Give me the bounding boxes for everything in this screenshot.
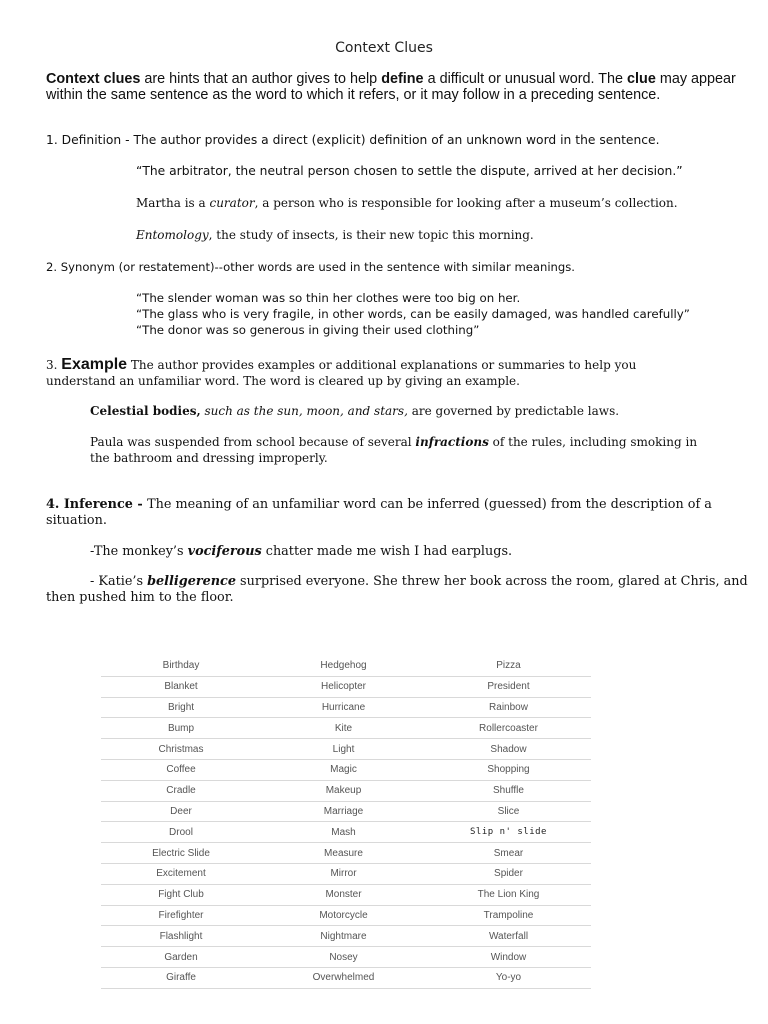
example-number: 3. (46, 358, 62, 372)
definition-heading: 1. Definition - The author provides a direct (explicit) definition of an unknown word in the sentence. (46, 133, 660, 147)
table-cell: Drool (101, 822, 261, 843)
example-word: Example (61, 356, 128, 373)
table-cell: Shadow (426, 739, 591, 760)
table-row (101, 656, 591, 676)
table-cell: Garden (101, 947, 261, 968)
intro-define: define (381, 71, 424, 87)
definition-example-2 (136, 196, 678, 210)
table-cell: Flashlight (101, 926, 261, 947)
inf-ex1-word: vociferous (187, 544, 262, 559)
def-ex2-word: curator (209, 196, 255, 210)
inf-ex2-pre: - Katie’s (90, 574, 148, 589)
table-cell: Bump (101, 718, 261, 739)
table-cell: Slip n' slide (426, 822, 591, 843)
inference-label: 4. Inference - (46, 497, 148, 512)
inference-heading-line2: situation. (46, 513, 107, 528)
table-cell: Smear (426, 843, 591, 864)
ex-ex2-post: of the rules, including smoking in (488, 435, 698, 449)
table-cell: Rollercoaster (426, 718, 591, 739)
table-cell: Blanket (101, 676, 261, 697)
table-cell: Window (426, 947, 591, 968)
table-row (101, 926, 591, 947)
intro-term: Context clues (46, 71, 141, 87)
ex-ex2-word: infractions (415, 435, 489, 449)
table-cell: Hedgehog (261, 656, 426, 676)
table-cell: Light (261, 739, 426, 760)
table-cell: Kite (261, 718, 426, 739)
example-example-2-line2: the bathroom and dressing improperly. (90, 451, 328, 465)
table-row (101, 801, 591, 822)
table-cell: Slice (426, 801, 591, 822)
table-cell: Giraffe (101, 967, 261, 988)
inf-ex1-pre: -The monkey’s (90, 544, 188, 559)
table-row (101, 739, 591, 760)
inference-example-2 (90, 574, 748, 589)
inf-ex2-word: belligerence (147, 574, 236, 589)
ex-ex1-post: are governed by predictable laws. (407, 404, 620, 418)
table-cell: Waterfall (426, 926, 591, 947)
table-cell: Hurricane (261, 697, 426, 718)
table-row (101, 697, 591, 718)
inf-ex2-post: surprised everyone. She threw her book across the room, glared at Chris, and (235, 574, 748, 589)
synonym-heading: 2. Synonym (or restatement)--other words are used in the sentence with similar meanings. (46, 260, 575, 274)
table-cell: Rainbow (426, 697, 591, 718)
table-cell: Spider (426, 863, 591, 884)
def-ex2-post: , a person who is responsible for looking after a museum’s collection. (254, 196, 678, 210)
table-cell: Magic (261, 759, 426, 780)
table-row (101, 947, 591, 968)
def-ex2-pre: Martha is a (136, 196, 210, 210)
table-cell: Helicopter (261, 676, 426, 697)
table-cell: Firefighter (101, 905, 261, 926)
example-heading (46, 356, 636, 374)
table-cell: Marriage (261, 801, 426, 822)
inference-heading (46, 497, 712, 512)
table-cell: The Lion King (426, 884, 591, 905)
table-cell: Christmas (101, 739, 261, 760)
table-cell: Nightmare (261, 926, 426, 947)
inf-ex1-post: chatter made me wish I had earplugs. (261, 544, 513, 559)
table-cell: Birthday (101, 656, 261, 676)
table-cell: Shopping (426, 759, 591, 780)
definition-example-3 (136, 228, 534, 242)
table-cell: Mirror (261, 863, 426, 884)
def-ex3-post: , the study of insects, is their new topic this morning. (208, 228, 534, 242)
ex-ex1-ital: such as the sun, moon, and stars, (200, 404, 408, 418)
intro-clue: clue (627, 71, 656, 87)
table-row (101, 822, 591, 843)
table-row (101, 884, 591, 905)
table-cell: Mash (261, 822, 426, 843)
word-table (101, 656, 591, 989)
synonym-example-1: “The slender woman was so thin her clothes were too big on her. (136, 291, 521, 305)
synonym-example-3: “The donor was so generous in giving their used clothing” (136, 323, 480, 337)
intro-text-1: are hints that an author gives to help (140, 71, 382, 87)
table-row (101, 718, 591, 739)
table-cell: Monster (261, 884, 426, 905)
table-cell: Electric Slide (101, 843, 261, 864)
table-cell: Bright (101, 697, 261, 718)
table-cell: President (426, 676, 591, 697)
table-row (101, 676, 591, 697)
table-cell: Makeup (261, 780, 426, 801)
table-cell: Fight Club (101, 884, 261, 905)
example-example-1 (90, 404, 619, 418)
inference-heading-rest: The meaning of an unfamiliar word can be inferred (guessed) from the description of a (147, 497, 712, 512)
definition-example-1: “The arbitrator, the neutral person chosen to settle the dispute, arrived at her decision.” (136, 164, 683, 178)
table-row (101, 905, 591, 926)
inference-example-2-line2: then pushed him to the floor. (46, 590, 234, 605)
synonym-example-2: “The glass who is very fragile, in other words, can be easily damaged, was handled carefully” (136, 307, 690, 321)
table-cell: Nosey (261, 947, 426, 968)
table-row (101, 780, 591, 801)
table-row (101, 863, 591, 884)
table-cell: Overwhelmed (261, 967, 426, 988)
table-cell: Deer (101, 801, 261, 822)
table-cell: Excitement (101, 863, 261, 884)
inference-example-1 (90, 544, 512, 559)
table-row (101, 843, 591, 864)
table-cell: Trampoline (426, 905, 591, 926)
table-row (101, 759, 591, 780)
table-cell: Yo-yo (426, 967, 591, 988)
def-ex3-word: Entomology (136, 228, 209, 242)
table-cell: Cradle (101, 780, 261, 801)
example-heading-line2: understand an unfamiliar word. The word is cleared up by giving an example. (46, 374, 520, 388)
ex-ex2-pre: Paula was suspended from school because of several (90, 435, 416, 449)
ex-ex1-word: Celestial bodies, (90, 404, 201, 418)
intro-text-3: may appear within the same sentence as the word to which it refers, or it may follow in a preceding sentence. (46, 71, 736, 103)
table-cell: Measure (261, 843, 426, 864)
example-heading-rest: The author provides examples or additional explanations or summaries to help you (127, 358, 637, 372)
table-cell: Coffee (101, 759, 261, 780)
table-cell: Pizza (426, 656, 591, 676)
page-title: Context Clues (335, 40, 433, 56)
table-row (101, 967, 591, 988)
example-example-2 (90, 435, 697, 449)
table-cell: Motorcycle (261, 905, 426, 926)
intro-paragraph (46, 71, 736, 103)
intro-text-2: a difficult or unusual word. The (423, 71, 628, 87)
word-table-body (101, 656, 591, 988)
table-cell: Shuffle (426, 780, 591, 801)
